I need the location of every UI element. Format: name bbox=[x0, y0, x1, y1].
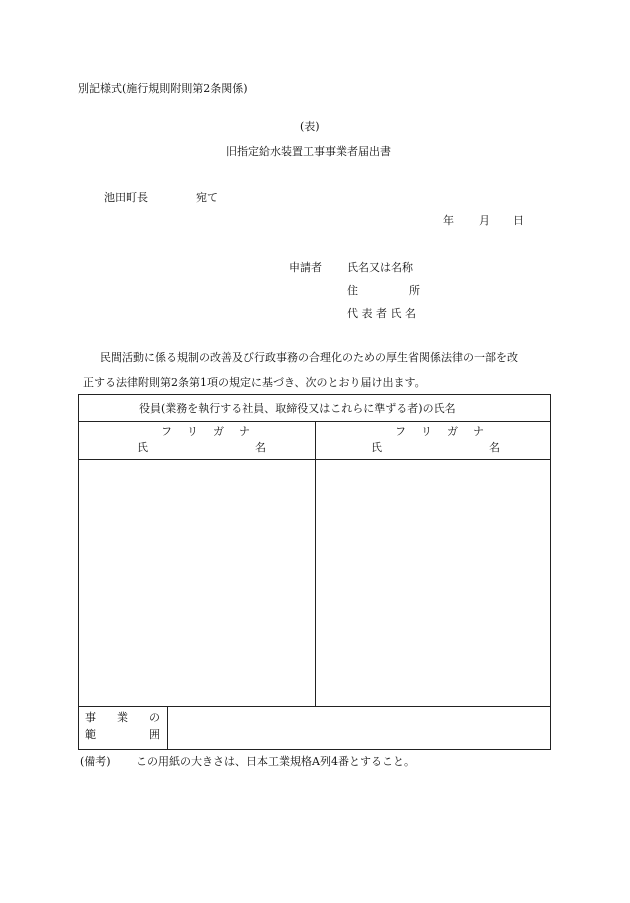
scope-char-i: 囲 bbox=[149, 728, 160, 741]
surname-label-right: 氏 bbox=[371, 441, 382, 454]
addressee-name: 池田町長 bbox=[104, 191, 148, 204]
surname-label-left: 氏 bbox=[137, 441, 148, 454]
body-line-2: 正する法律附則第2条第1項の規定に基づき、次のとおり届け出ます。 bbox=[83, 376, 426, 389]
note-label: (備考) bbox=[80, 755, 111, 768]
table-header: 役員(業務を執行する社員、取締役又はこれらに準ずる者)の氏名 bbox=[139, 402, 456, 415]
date-day: 日 bbox=[513, 214, 524, 227]
table-scope-divider bbox=[167, 706, 168, 750]
scope-char-ji: 事 bbox=[85, 711, 96, 724]
furigana-na-right: ナ bbox=[473, 425, 484, 438]
table-column-divider bbox=[315, 421, 316, 707]
furigana-fu-right: フ bbox=[395, 425, 406, 438]
applicant-label: 申請者 bbox=[289, 261, 322, 274]
furigana-ga-left: ガ bbox=[213, 425, 224, 438]
applicant-address-label-2: 所 bbox=[409, 284, 420, 297]
given-label-left: 名 bbox=[255, 441, 266, 454]
body-line-1: 民間活動に係る規制の改善及び行政事務の合理化のための厚生省関係法律の一部を改 bbox=[100, 351, 518, 364]
note-text: この用紙の大きさは、日本工業規格A列4番とすること。 bbox=[136, 755, 415, 768]
furigana-ga-right: ガ bbox=[447, 425, 458, 438]
scope-char-gyo: 業 bbox=[117, 711, 128, 724]
scope-char-han: 範 bbox=[85, 728, 96, 741]
given-label-right: 名 bbox=[489, 441, 500, 454]
applicant-address-label-1: 住 bbox=[347, 284, 358, 297]
furigana-ri-right: リ bbox=[421, 425, 432, 438]
furigana-na-left: ナ bbox=[239, 425, 250, 438]
document-title: 旧指定給水装置工事事業者届出書 bbox=[226, 145, 391, 158]
addressee-suffix: 宛て bbox=[196, 191, 218, 204]
furigana-ri-left: リ bbox=[187, 425, 198, 438]
form-label: 別記様式(施行規則附則第2条関係) bbox=[78, 82, 248, 95]
officer-table bbox=[78, 394, 551, 750]
applicant-rep-label: 代 表 者 氏 名 bbox=[347, 307, 416, 320]
furigana-fu-left: フ bbox=[161, 425, 172, 438]
date-month: 月 bbox=[479, 214, 490, 227]
side-label: (表) bbox=[300, 120, 320, 133]
applicant-name-label: 氏名又は名称 bbox=[347, 261, 413, 274]
date-year: 年 bbox=[443, 214, 454, 227]
scope-char-no: の bbox=[149, 711, 160, 724]
